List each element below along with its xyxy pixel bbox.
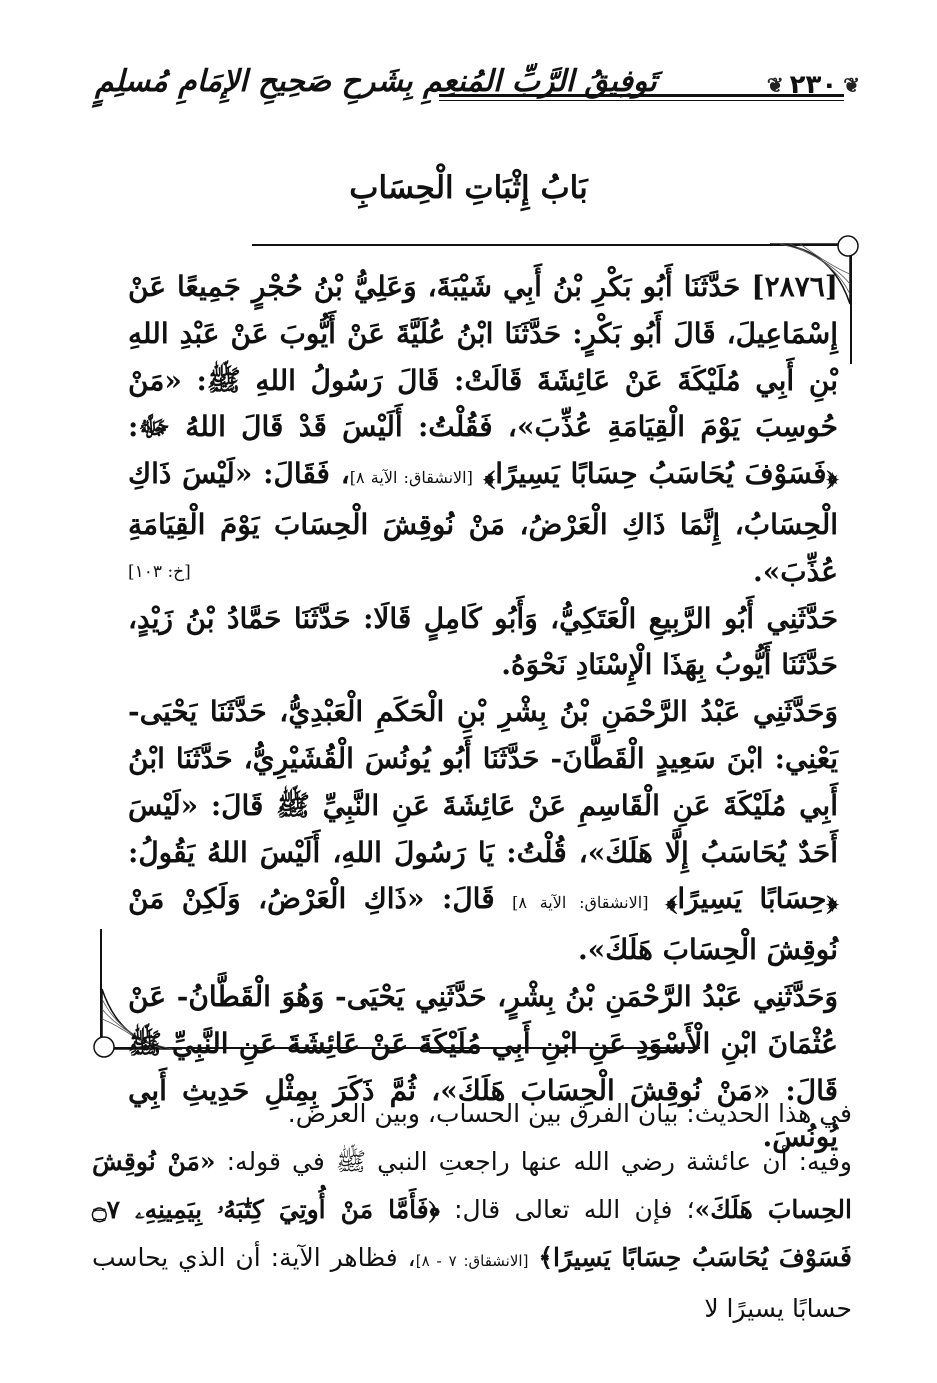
- hadith-paragraph: وَحَدَّثَنِي عَبْدُ الرَّحْمَنِ بْنُ بِشْرٍ، حَدَّثَنِي يَحْيَى- وَهُوَ الْقَطَّانُ- عَنْ عُثْمَانَ ابْنِ الْأَسْوَدِ عَنِ ابْنِ أَبِي مُلَيْكَةَ عَنْ عَائِشَةَ عَنِ النَّبِيِّ ﷺ قَالَ: «مَنْ نُوقِشَ الْحِسَابَ هَلَكَ»، ثُمَّ ذَكَرَ بِمِثْلِ حَدِيثِ أَبِي يُونُسَ.: [128, 979, 839, 1154]
- hadith-paragraph: حَدَّثَنِي أَبُو الرَّبِيعِ الْعَتَكِيُّ، وَأَبُو كَامِلٍ قَالَا: حَدَّثَنَا حَمَّادُ بْنُ زَيْدٍ، حَدَّثَنَا أَيُّوبُ بِهَذَا الْإِسْنَادِ نَحْوَهُ.: [128, 601, 838, 682]
- commentary-text: وفيه: أن عائشة رضي الله عنها راجعتِ النبي ﷺ في قوله:: [215, 1147, 852, 1176]
- page-number-box: [767, 70, 860, 100]
- commentary-text: ، فظاهر الآية: أن الذي يحاسب حسابًا يسيرًا لا: [92, 1243, 852, 1323]
- hadith-text-part: ، فَقَالَ: «لَيْسَ ذَاكِ الْحِسَابُ، إِنَّمَا ذَاكِ الْعَرْضُ، مَنْ نُوقِشَ الْحِسَابَ يَوْمَ الْقِيَامَةِ عُذِّبَ».: [128, 457, 838, 588]
- source-reference: [خ: ١٠٣]: [128, 561, 191, 582]
- verse-reference: [الانشقاق: ٧ - ٨]: [415, 1252, 529, 1270]
- page-number: ٢٣٠: [789, 70, 838, 100]
- hadith-paragraph: [128, 689, 838, 974]
- hadith-number: [٢٨٧٦]: [751, 270, 838, 303]
- commentary-paragraph: في هذا الحديث: بيان الفرق بين الحساب، وبين العرض.: [287, 1099, 852, 1128]
- hadith-quote: «مَنْ نُوقِشَ الحِسابَ هَلَكَ»: [92, 1147, 852, 1224]
- commentary-text: ؛ فإن الله تعالى قال:: [439, 1195, 695, 1224]
- quran-verse: ﴿فَأَمَّا مَنْ أُوتِيَ كِتَٰبَهُۥ بِيَمِينِهِۦ ۝٧ فَسَوْفَ يُحَاسَبُ حِسَابًا يَسِيرًا﴾: [92, 1195, 852, 1272]
- chapter-title: بَابُ إِثْبَاتِ الْحِسَابِ: [349, 170, 588, 206]
- page-header: [95, 62, 860, 118]
- ornament-icon: ❦: [766, 73, 784, 97]
- verse-reference: [الانشقاق: الآية ٨]: [349, 468, 473, 488]
- header-rule-thin: [439, 100, 844, 101]
- hadith-paragraph: [128, 264, 838, 596]
- running-title: تَوفِيقُ الرَّبِّ المُنعِمِ بِشَرحِ صَحِيحِ الإِمَامِ مُسلِمٍ: [95, 64, 657, 99]
- hadith-text-part: قَالَ: «ذَاكِ الْعَرْضُ، وَلَكِنْ مَنْ نُوقِشَ الْحِسَابَ هَلَكَ».: [128, 882, 838, 967]
- ornament-icon: ❦: [843, 73, 860, 97]
- commentary-paragraph: [92, 1138, 852, 1333]
- verse-reference: [الانشقاق: الآية ٨]: [512, 893, 649, 913]
- hadith-text: [128, 264, 838, 1161]
- hadith-text-part: وَحَدَّثَنِي عَبْدُ الرَّحْمَنِ بْنُ بِشْرِ بْنِ الْحَكَمِ الْعَبْدِيُّ، حَدَّثَنَا يَحْيَى- يَعْنِي: ابْنَ سَعِيدٍ الْقَطَّانَ- حَدَّثَنَا أَبُو يُونُسَ الْقُشَيْرِيُّ، حَدَّثَنَا ابْنُ أَبِي مُلَيْكَةَ عَنِ الْقَاسِمِ عَنْ عَائِشَةَ عَنِ النَّبِيِّ ﷺ قَالَ: «لَيْسَ أَحَدٌ يُحَاسَبُ إِلَّا هَلَكَ»، قُلْتُ: يَا رَسُولَ اللهِ، أَلَيْسَ اللهُ يَقُولُ: ﴿حِسَابًا يَسِيرًا﴾: [128, 695, 838, 916]
- commentary: [92, 1090, 852, 1333]
- hadith-text-part: حَدَّثَنَا أَبُو بَكْرِ بْنُ أَبِي شَيْبَةَ، وَعَلِيُّ بْنُ حُجْرٍ جَمِيعًا عَنْ إِسْمَاعِيلَ، قَالَ أَبُو بَكْرٍ: حَدَّثَنَا ابْنُ عُلَيَّةَ عَنْ أَيُّوبَ عَنْ عَبْدِ اللهِ بْنِ أَبِي مُلَيْكَةَ عَنْ عَائِشَةَ قَالَتْ: قَالَ رَسُولُ اللهِ ﷺ: «مَنْ حُوسِبَ يَوْمَ الْقِيَامَةِ عُذِّبَ»، فَقُلْتُ: أَلَيْسَ قَدْ قَالَ اللهُ ﷻ: ﴿فَسَوْفَ يُحَاسَبُ حِسَابًا يَسِيرًا﴾: [128, 270, 838, 491]
